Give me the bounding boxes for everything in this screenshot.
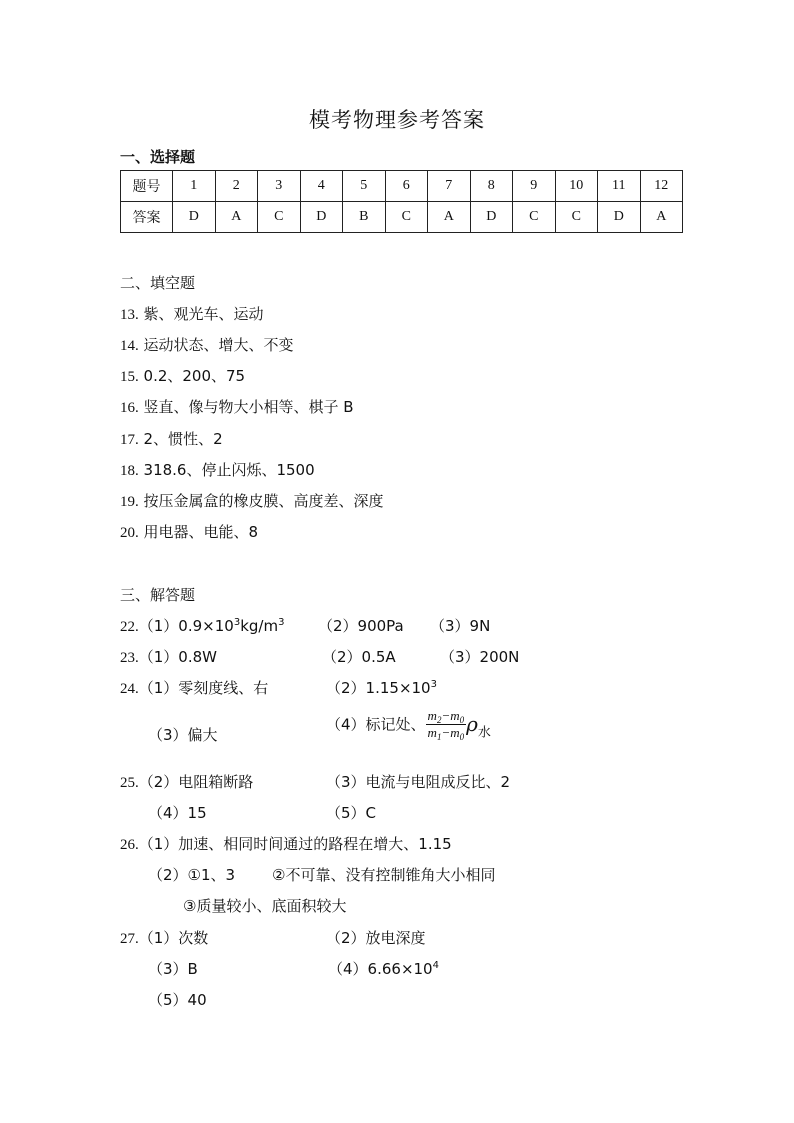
solve-answer-25-part2: 25.（2）电阻箱断路 — [120, 773, 254, 791]
solve-answer-24-part4: （4）标记处、 $\frac{m_2-m_0}{m_1-m_0}$ ρ水 — [326, 708, 491, 742]
answer-value: A — [640, 202, 683, 233]
table-row-questions — [121, 171, 683, 202]
fill-answer-13: 13. 紫、观光车、运动 — [120, 305, 264, 323]
solve-answer-27-part2: （2）放电深度 — [326, 929, 426, 947]
solve-answer-26-part1: 26.（1）加速、相同时间通过的路程在增大、1.15 — [120, 835, 452, 853]
solve-answer-24-part3: （3）偏大 — [148, 726, 218, 744]
solve-answer-27-part5: （5）40 — [148, 991, 207, 1009]
solve-answer-26-part2c: ③质量较小、底面积较大 — [183, 897, 347, 915]
answer-value: A — [215, 202, 258, 233]
question-number: 10 — [555, 171, 598, 202]
question-number: 7 — [428, 171, 471, 202]
solve-answer-25-part3: （3）电流与电阻成反比、2 — [326, 773, 511, 791]
density-formula: $\frac{m_2-m_0}{m_1-m_0}$ — [427, 708, 465, 742]
question-number: 2 — [215, 171, 258, 202]
answer-value: D — [470, 202, 513, 233]
question-number: 9 — [513, 171, 556, 202]
fill-answer-19: 19. 按压金属盒的橡皮膜、高度差、深度 — [120, 492, 384, 510]
question-number: 3 — [258, 171, 301, 202]
question-number: 5 — [343, 171, 386, 202]
solve-answer-27-part3: （3）B — [148, 960, 198, 978]
fill-answer-18: 18. 318.6、停止闪烁、1500 — [120, 461, 315, 479]
solve-answer-25-part5: （5）C — [326, 804, 377, 822]
question-number: 6 — [385, 171, 428, 202]
solve-answer-27-part4: $(4)6.66\times 10^4$ — [328, 960, 439, 978]
answer-value: D — [300, 202, 343, 233]
question-number: 4 — [300, 171, 343, 202]
solve-answer-25-part4: （4）15 — [148, 804, 207, 822]
answer-value: C — [258, 202, 301, 233]
question-number: 8 — [470, 171, 513, 202]
fill-answer-20: 20. 用电器、电能、8 — [120, 523, 259, 541]
solve-answer-27-part1: 27.（1）次数 — [120, 929, 209, 947]
answer-value: D — [173, 202, 216, 233]
fill-answer-17: 17. 2、惯性、2 — [120, 430, 223, 448]
section-fill-heading: 二、填空题 — [120, 274, 196, 292]
solve-answer-24-part2: $(2)1.15\times 10^3$ — [326, 679, 437, 697]
question-number: 12 — [640, 171, 683, 202]
answer-value: C — [555, 202, 598, 233]
question-number: 11 — [598, 171, 641, 202]
solve-answer-23-part3: （3）200N — [440, 648, 520, 666]
solve-answer-24-part1: 24.（1）零刻度线、右 — [120, 679, 269, 697]
solve-answer-26-part2a: （2）①1、3 — [148, 866, 236, 884]
solve-answer-26-part2b: ②不可靠、没有控制锥角大小相同 — [272, 866, 496, 884]
fill-answer-16: 16. 竖直、像与物大小相等、棋子 B — [120, 398, 354, 416]
solve-answer-23-part2: （2）0.5A — [322, 648, 396, 666]
solve-answer-22-part1: $22.(1)0.9\times 10^3kg/m^3$ — [120, 617, 285, 635]
answer-value: D — [598, 202, 641, 233]
table-header-question: 题号 — [121, 171, 173, 202]
answer-value: C — [513, 202, 556, 233]
page-title: 模考物理参考答案 — [309, 108, 485, 132]
table-header-answer: 答案 — [121, 202, 173, 233]
answer-value: C — [385, 202, 428, 233]
section-choice-heading: 一、选择题 — [120, 148, 196, 166]
fill-answer-15: 15. 0.2、200、75 — [120, 367, 246, 385]
section-solve-heading: 三、解答题 — [120, 586, 196, 604]
answer-value: A — [428, 202, 471, 233]
solve-answer-22-part3: （3）9N — [430, 617, 491, 635]
solve-answer-23-part1: 23.（1）0.8W — [120, 648, 217, 666]
question-number: 1 — [173, 171, 216, 202]
fill-answer-14: 14. 运动状态、增大、不变 — [120, 336, 294, 354]
answer-table — [120, 170, 683, 233]
solve-answer-22-part2: （2）900Pa — [318, 617, 404, 635]
answer-value: B — [343, 202, 386, 233]
table-row-answers — [121, 202, 683, 233]
